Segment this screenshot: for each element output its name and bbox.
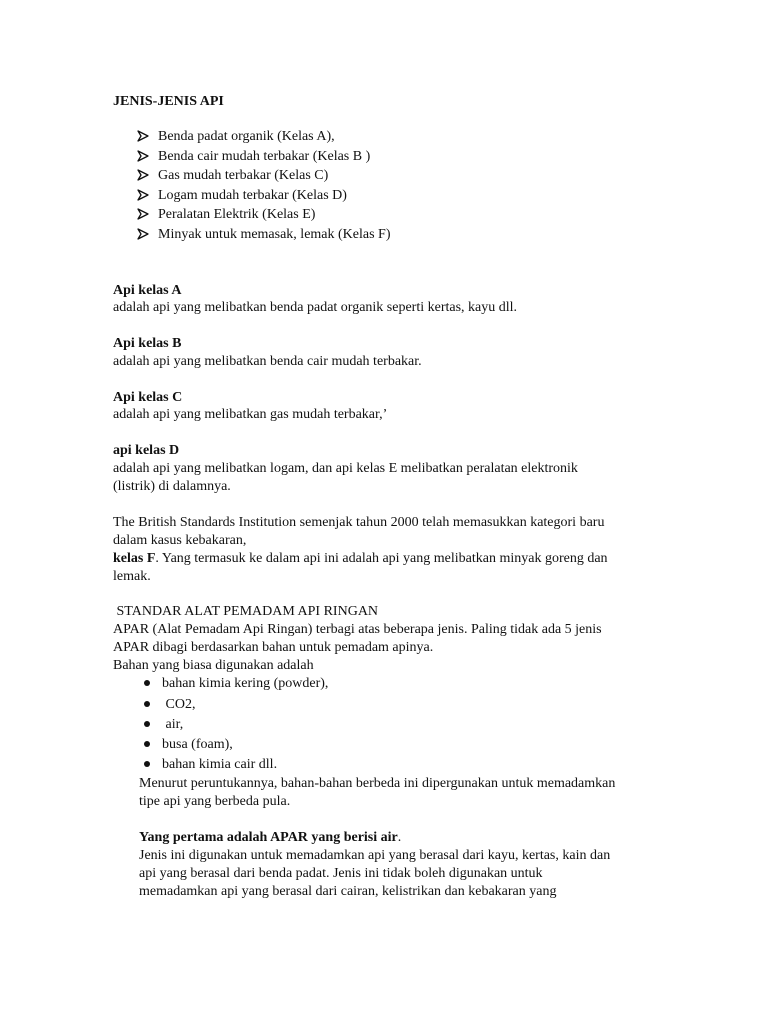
british-text-line2: dalam kasus kebakaran,: [113, 533, 247, 548]
pertama-text-line2: api yang berasal dari benda padat. Jenis ini tidak boleh digunakan untuk: [139, 866, 543, 881]
british-text-line3-rest: . Yang termasuk ke dalam api ini adalah api yang melibatkan minyak goreng dan: [155, 551, 608, 566]
list-item: Logam mudah terbakar (Kelas D): [158, 188, 347, 203]
british-text-line3: [113, 550, 608, 568]
standar-text-line1: APAR (Alat Pemadam Api Ringan) terbagi atas beberapa jenis. Paling tidak ada 5 jenis: [113, 622, 602, 637]
arrow-bullet-icon: [137, 130, 149, 142]
bullet-icon: [144, 721, 150, 727]
list-item: CO2,: [162, 697, 196, 712]
class-d-text-line1: adalah api yang melibatkan logam, dan api kelas E melibatkan peralatan elektronik: [113, 461, 578, 476]
list-item: bahan kimia kering (powder),: [162, 676, 329, 691]
list-item: Peralatan Elektrik (Kelas E): [158, 207, 316, 222]
class-a-heading: Api kelas A: [113, 283, 182, 298]
class-b-text: adalah api yang melibatkan benda cair mudah terbakar.: [113, 354, 422, 369]
class-b-heading: Api kelas B: [113, 336, 182, 351]
list-item: Minyak untuk memasak, lemak (Kelas F): [158, 227, 391, 242]
arrow-bullet-icon: [137, 208, 149, 220]
list-item: bahan kimia cair dll.: [162, 757, 278, 772]
menurut-text-line1: Menurut peruntukannya, bahan-bahan berbeda ini dipergunakan untuk memadamkan: [139, 776, 616, 791]
pertama-heading-line: [139, 829, 401, 847]
menurut-text-line2: tipe api yang berbeda pula.: [139, 794, 291, 809]
bullet-icon: [144, 680, 150, 686]
arrow-bullet-icon: [137, 169, 149, 181]
list-item: busa (foam),: [162, 737, 233, 752]
list-item: air,: [162, 717, 184, 732]
pertama-text-line1: Jenis ini digunakan untuk memadamkan api yang berasal dari kayu, kertas, kain dan: [139, 848, 611, 863]
standar-heading: STANDAR ALAT PEMADAM API RINGAN: [113, 604, 379, 619]
class-c-text: adalah api yang melibatkan gas mudah terbakar,’: [113, 407, 388, 422]
list-item: Benda cair mudah terbakar (Kelas B ): [158, 149, 371, 164]
kelas-f-label: kelas F: [113, 551, 156, 566]
class-c-heading: Api kelas C: [113, 390, 183, 405]
pertama-text-line3: memadamkan api yang berasal dari cairan, kelistrikan dan kebakaran yang: [139, 884, 557, 899]
arrow-bullet-icon: [137, 228, 149, 240]
standar-text-line3: Bahan yang biasa digunakan adalah: [113, 658, 314, 673]
bullet-icon: [144, 761, 150, 767]
list-item: Benda padat organik (Kelas A),: [158, 129, 335, 144]
class-d-heading: api kelas D: [113, 443, 180, 458]
pertama-heading: Yang pertama adalah APAR yang berisi air: [139, 830, 398, 845]
page-title: JENIS-JENIS API: [113, 94, 224, 109]
class-d-text-line2: (listrik) di dalamnya.: [113, 479, 231, 494]
british-text-line4: lemak.: [113, 569, 151, 584]
standar-text-line2: APAR dibagi berdasarkan bahan untuk pemadam apinya.: [113, 640, 434, 655]
list-item: Gas mudah terbakar (Kelas C): [158, 168, 329, 183]
arrow-bullet-icon: [137, 189, 149, 201]
arrow-bullet-icon: [137, 150, 149, 162]
pertama-heading-tail: .: [397, 830, 402, 845]
british-text-line1: The British Standards Institution semenjak tahun 2000 telah memasukkan kategori baru: [113, 515, 605, 530]
bullet-icon: [144, 741, 150, 747]
bullet-icon: [144, 701, 150, 707]
class-a-text: adalah api yang melibatkan benda padat organik seperti kertas, kayu dll.: [113, 300, 518, 315]
